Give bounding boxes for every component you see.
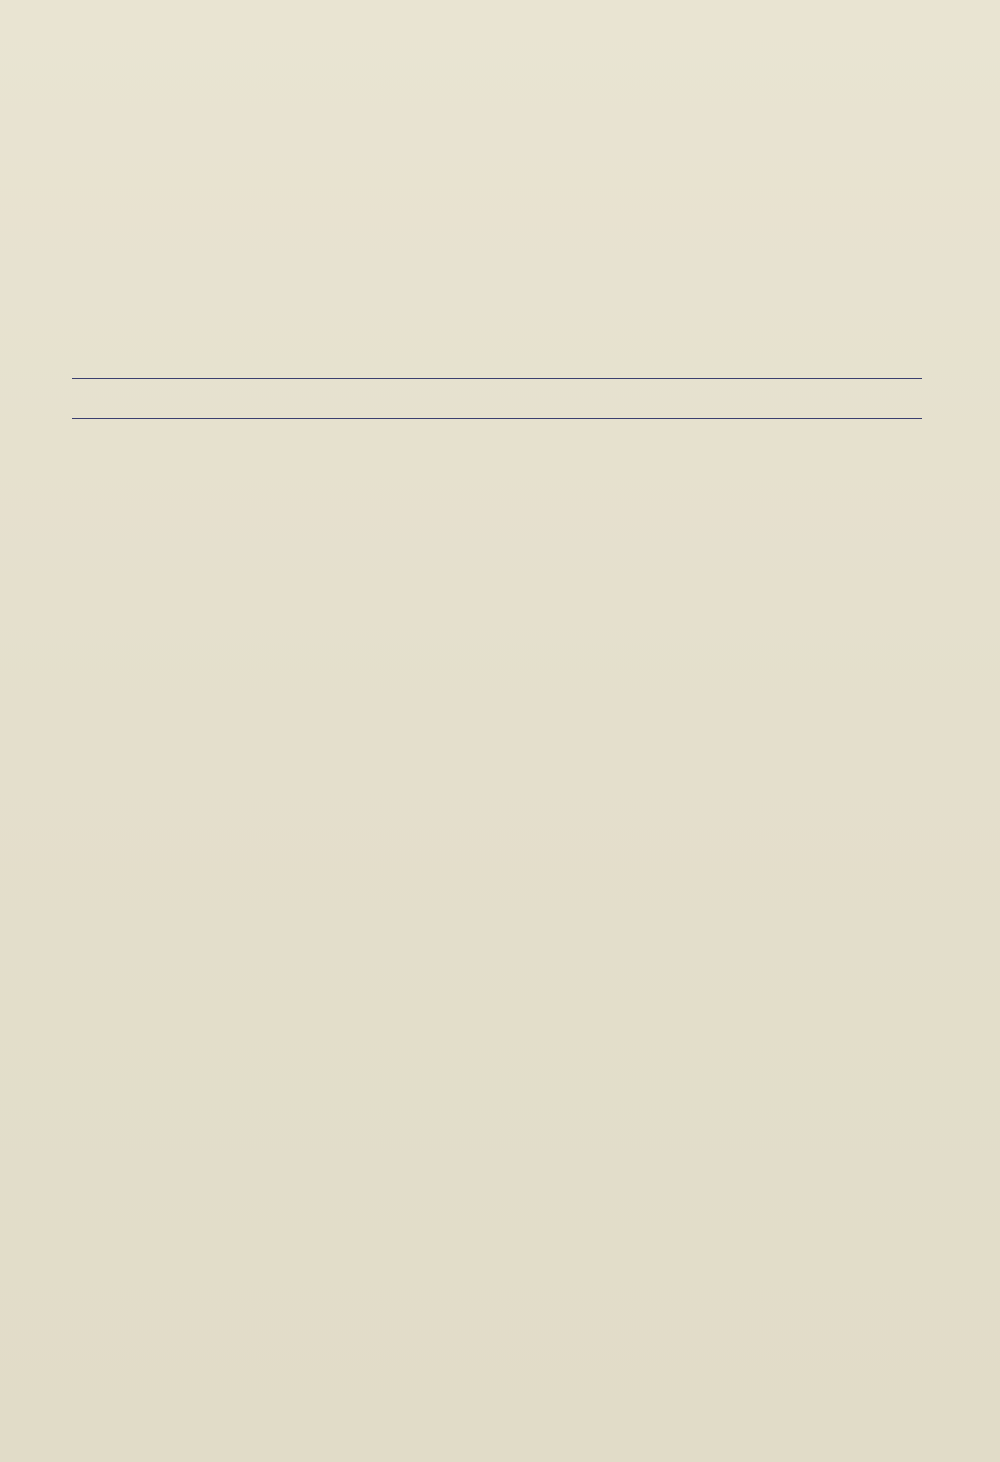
divider <box>72 378 922 379</box>
divider <box>72 418 922 419</box>
